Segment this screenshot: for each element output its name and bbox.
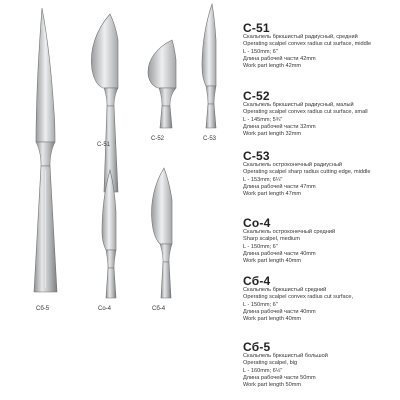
spec-code: C-53: [243, 149, 270, 163]
spec-length: L - 153mm; 6¼": [243, 176, 283, 183]
spec-work-length-ru: Длина рабочей части 32mm: [243, 123, 316, 130]
spec-name-en: Operating scalpel sharp radius cutting edge, middle: [243, 169, 371, 176]
spec-code: Co-4: [243, 216, 271, 230]
spec-name-en: Operating scalpel convex radius cut surface,: [243, 294, 354, 301]
spec-sb5: [243, 341, 398, 389]
spec-code: C-52: [243, 89, 270, 103]
spec-name-en: Operating scalpel, big: [243, 360, 298, 367]
spec-c52: [243, 90, 398, 138]
spec-c51: [243, 22, 398, 70]
caption-co4: Co-4: [98, 306, 112, 312]
spec-co4: [243, 217, 398, 265]
scalpel-c51-image: [91, 14, 118, 192]
spec-work-length-en: Work part length 40mm: [243, 316, 302, 323]
spec-work-length-en: Work part length 47mm: [243, 191, 302, 198]
spec-name-en: Operating scalpel convex radius cut surface, middle: [243, 41, 372, 48]
scalpel-c52-image: [148, 40, 176, 128]
spec-length: L - 150mm; 6": [243, 48, 278, 55]
caption-sb4: Сб-4: [152, 306, 166, 312]
spec-name-ru: Скальпель брюшистый большой: [243, 353, 328, 359]
spec-work-length-en: Work part length 42mm: [243, 63, 302, 70]
spec-work-length-ru: Длина рабочей части 42mm: [243, 55, 316, 62]
spec-code: C-51: [243, 21, 270, 35]
caption-c53: C-53: [203, 136, 217, 142]
spec-work-length-ru: Длина рабочей части 47mm: [243, 183, 316, 190]
scalpel-sb4-image: [152, 168, 173, 298]
spec-work-length-en: Work part length 50mm: [243, 382, 302, 389]
spec-length: L - 145mm; 5¾": [243, 116, 283, 123]
spec-work-length-ru: Длина рабочей части 40mm: [243, 250, 316, 257]
caption-c52: C-52: [151, 136, 165, 142]
scalpel-sb5-image: [34, 8, 57, 292]
spec-work-length-ru: Длина рабочей части 40mm: [243, 308, 316, 315]
spec-work-length-ru: Длина рабочей части 50mm: [243, 374, 316, 381]
spec-length: L - 150mm; 6": [243, 301, 278, 308]
spec-name-ru: Скальпель остроконечный средний: [243, 229, 336, 235]
spec-name-en: Sharp scalpel, medium: [243, 236, 300, 243]
spec-name-ru: Скальпель остроконечный радиусный: [243, 162, 342, 168]
caption-sb5: Сб-5: [36, 306, 50, 312]
spec-length: L - 150mm; 6": [243, 243, 278, 250]
spec-name-ru: Скальпель брюшистый радиусный, средний: [243, 34, 358, 40]
spec-code: Сб-4: [243, 274, 271, 288]
spec-name-ru: Скальпель брюшистый средний: [243, 287, 327, 293]
caption-c51: C-51: [97, 142, 111, 148]
spec-code: Сб-5: [243, 340, 271, 354]
spec-name-en: Operating scalpel convex radius cut surface, small: [243, 109, 368, 116]
spec-c53: [243, 150, 398, 198]
scalpel-c53-image: [202, 4, 216, 128]
spec-work-length-en: Work part length 40mm: [243, 258, 302, 265]
spec-name-ru: Скальпель брюшистый радиусный, малый: [243, 102, 354, 108]
spec-sb4: [243, 275, 398, 323]
spec-length: L - 160mm; 6½": [243, 367, 283, 374]
spec-work-length-en: Work part length 32mm: [243, 131, 302, 138]
